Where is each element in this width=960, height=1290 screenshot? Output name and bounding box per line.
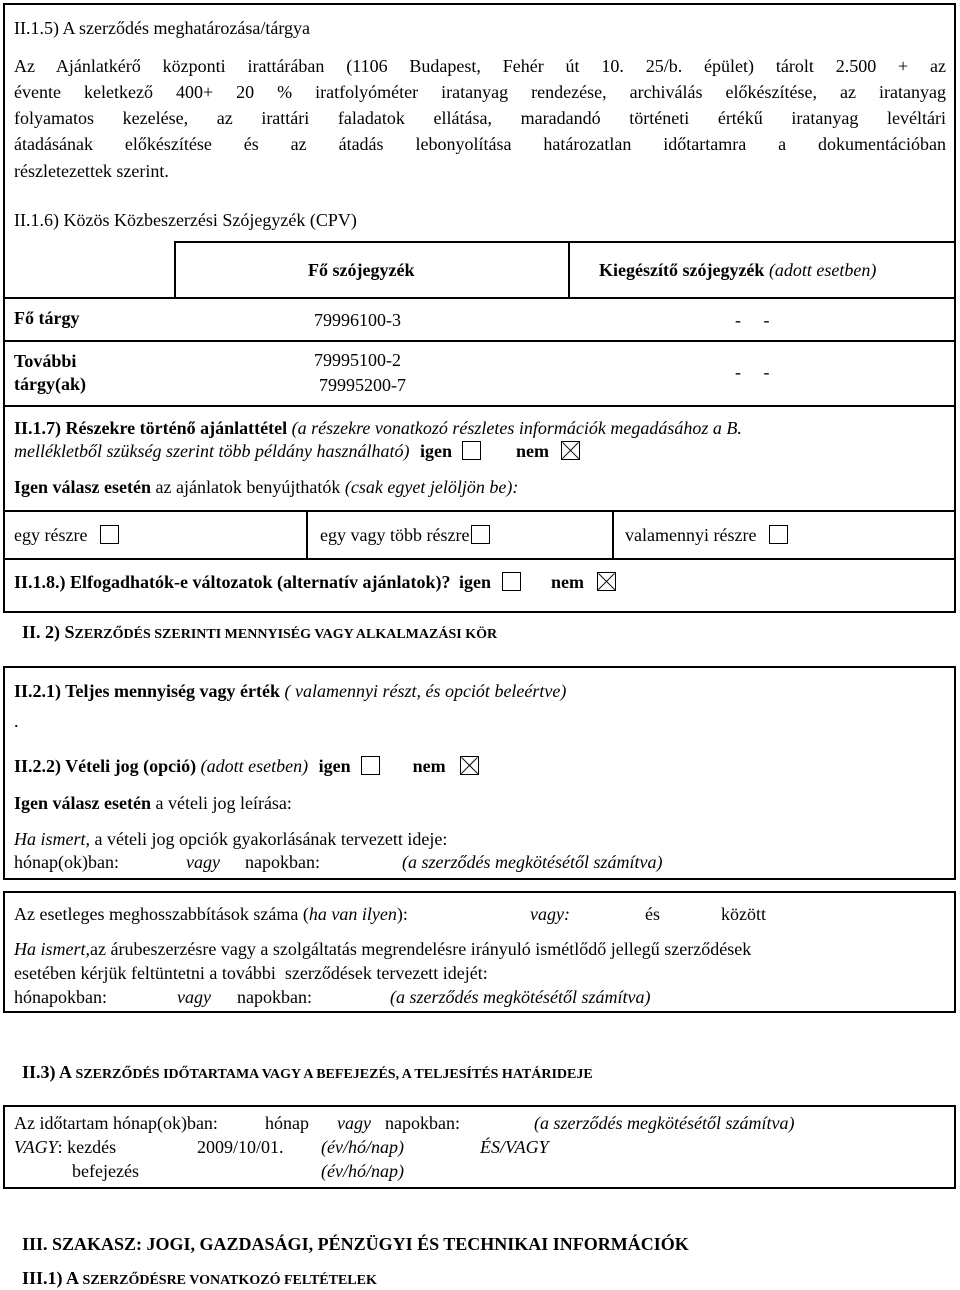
extensions-count-italic: ha van ilyen [308, 904, 397, 924]
variants-nem-checkbox[interactable] [597, 572, 616, 591]
parts-answer-normal: az ajánlatok benyújthatók [155, 477, 341, 497]
duration-from-signing: (a szerződés megkötésétől számítva) [534, 1113, 795, 1133]
parts-question-line [14, 440, 580, 464]
duration-month: hónap [265, 1113, 309, 1133]
option-one-or-more-checkbox[interactable] [471, 525, 490, 544]
heading-iii-1 [22, 1267, 377, 1290]
option-nem-label: nem [412, 756, 446, 776]
heading-iii-1-rest: SZERZŐDÉSRE VONATKOZÓ FELTÉTELEK [82, 1273, 377, 1288]
extensions-known-italic: Ha ismert, [14, 939, 90, 959]
extensions-kozott: között [721, 904, 766, 924]
option-all-parts [625, 524, 788, 548]
cpv-col-extra-bold: Kiegészítő szójegyzék [599, 260, 765, 280]
option-one-part [14, 524, 119, 548]
cpv-row-main-code: 79996100-3 [314, 310, 401, 330]
option-all-parts-checkbox[interactable] [769, 525, 788, 544]
parts-answer-line [14, 476, 518, 500]
option-right-line [14, 755, 479, 779]
parts-options-div-2 [612, 510, 614, 560]
heading-ii-2 [22, 621, 497, 645]
cpv-row-main-extra: - - [735, 310, 770, 330]
parts-igen-checkbox[interactable] [462, 441, 481, 460]
extensions-count-normal: Az esetleges meghosszabbítások száma ( [14, 904, 309, 924]
start-vagy-caps: VAGY [14, 1137, 58, 1157]
parts-options-bottom [3, 558, 956, 560]
option-months-label: hónap(ok)ban: [14, 852, 119, 872]
total-quantity-value: . [14, 711, 19, 731]
extensions-es: és [645, 904, 660, 924]
cpv-table-col2 [568, 241, 570, 299]
parts-options-top [3, 510, 956, 512]
extensions-line-2: esetében kérjük feltüntetni a további szerződések tervezett idejét: [14, 963, 488, 983]
heading-ii-3-rest: SZERZŐDÉS IDŐTARTAMA VAGY A BEFEJEZÉS, A TELJESÍTÉS HATÁRIDEJE [75, 1067, 593, 1082]
variants-igen-checkbox[interactable] [502, 572, 521, 591]
contract-subject-line-3: folyamatos kezelése, az irattári faladatok ellátása, maradandó történeti értékű iratanyag levéltári [14, 108, 946, 128]
end-label: befejezés [72, 1161, 139, 1181]
heading-ii-1-5: II.1.5) A szerződés meghatározása/tárgya [14, 18, 311, 38]
heading-ii-3-prefix: II.3) A [22, 1062, 76, 1082]
heading-iii-1-prefix: III.1) A [22, 1268, 83, 1288]
contract-subject-line-2: évente keletkező 400+ 20 % iratfolyóméter iratanyag rendezése, archiválás előkészítése, az iratanyag [14, 82, 946, 102]
extensions-count-end: ): [396, 904, 408, 924]
start-line [14, 1136, 116, 1160]
parts-options-div-1 [306, 510, 308, 560]
duration-days: napokban: [385, 1113, 460, 1133]
parts-nem-label: nem [515, 441, 549, 461]
cpv-row-more-label-2: tárgy(ak) [14, 374, 86, 394]
variants-nem-label: nem [551, 572, 584, 592]
heading-ii-2-rest: ZERZŐDÉS SZERINTI MENNYISÉG VAGY ALKALMAZÁSI KÖR [74, 627, 498, 642]
cpv-table-header-bottom [3, 297, 956, 299]
cpv-table-bottom [3, 405, 956, 407]
extensions-from-signing: (a szerződés megkötésétől számítva) [390, 987, 651, 1007]
variants-igen-label: igen [458, 572, 491, 592]
heading-ii-1-7-bold: II.1.7) Részekre történő ajánlattétel [14, 418, 288, 438]
heading-ii-2-prefix: II. 2) S [22, 622, 75, 642]
heading-ii-2-2-italic: (adott esetben) [200, 756, 309, 776]
cpv-row-more-label-1: További [14, 351, 77, 371]
option-answer-normal: a vételi jog leírása: [155, 793, 292, 813]
option-answer-bold: Igen válasz esetén [14, 793, 151, 813]
start-date-format: (év/hó/nap) [321, 1137, 404, 1157]
extensions-days-label: napokban: [237, 987, 312, 1007]
parts-answer-italic: (csak egyet jelöljön be): [344, 477, 519, 497]
option-all-parts-label: valamennyi részre [625, 525, 757, 545]
parts-note-italic: mellékletből szükség szerint több példány használható) [14, 441, 410, 461]
extensions-vagy-2: vagy [177, 987, 211, 1007]
contract-subject-line-5: részletezettek szerint. [14, 161, 169, 181]
extensions-vagy: vagy: [530, 904, 570, 924]
heading-ii-1-8: II.1.8.) Elfogadhatók-e változatok (alternatív ajánlatok)? [14, 572, 451, 592]
heading-iii: III. SZAKASZ: JOGI, GAZDASÁGI, PÉNZÜGYI ÉS TECHNIKAI INFORMÁCIÓK [22, 1234, 689, 1254]
start-label: : kezdés [57, 1137, 117, 1157]
variants-line [14, 571, 616, 595]
start-date: 2009/10/01. [197, 1137, 284, 1157]
option-one-part-checkbox[interactable] [100, 525, 119, 544]
heading-ii-1-7-italic: (a részekre vonatkozó részletes információk megadásához a B. [291, 418, 742, 438]
contract-subject-line-4: átadásának előkészítése és az átadás lebonyolítása határozatlan időtartamra a dokumentációban [14, 134, 946, 154]
cpv-row-main-label: Fő tárgy [14, 308, 80, 328]
option-known-italic: Ha ismert, [14, 829, 90, 849]
duration-vagy: vagy [337, 1113, 371, 1133]
option-one-part-label: egy részre [14, 525, 88, 545]
heading-ii-2-1-italic: ( valamennyi részt, és opciót beleértve) [284, 681, 567, 701]
extensions-months-label: hónapokban: [14, 987, 107, 1007]
cpv-row-more-extra: - - [735, 362, 770, 382]
contract-subject-line-1: Az Ajánlatkérő központi irattárában (1106 Budapest, Fehér út 10. 25/b. épület) tárolt 2.500 + az [14, 56, 946, 76]
cpv-col-extra-italic: (adott esetben) [768, 260, 877, 280]
option-one-or-more-label: egy vagy több részre [320, 525, 470, 545]
cpv-table-col1 [174, 241, 176, 299]
cpv-col-main: Fő szójegyzék [308, 260, 415, 280]
option-igen-label: igen [318, 756, 351, 776]
cpv-row-more-code-1: 79995100-2 [314, 350, 401, 370]
cpv-row-more-code-2: 79995200-7 [319, 375, 406, 395]
start-es-vagy: ÉS/VAGY [480, 1137, 549, 1157]
extensions-count-line [14, 903, 408, 927]
option-vagy: vagy [186, 852, 220, 872]
duration-label: Az időtartam hónap(ok)ban: [14, 1113, 218, 1133]
parts-answer-bold: Igen válasz esetén [14, 477, 151, 497]
total-quantity-line [14, 680, 566, 704]
option-known-line [14, 828, 447, 852]
parts-igen-label: igen [419, 441, 452, 461]
option-one-or-more [320, 524, 490, 548]
option-nem-checkbox[interactable] [460, 756, 479, 775]
heading-ii-1-7 [14, 417, 742, 441]
heading-ii-1-6: II.1.6) Közös Közbeszerzési Szójegyzék (CPV) [14, 210, 357, 230]
cpv-table-row1-bottom [3, 340, 956, 342]
cpv-table-top [174, 241, 956, 243]
end-date-format: (év/hó/nap) [321, 1161, 404, 1181]
option-known-normal: a vételi jog opciók gyakorlásának tervezett ideje: [94, 829, 448, 849]
heading-ii-2-2-bold: II.2.2) Vételi jog (opció) [14, 756, 197, 776]
heading-ii-3 [22, 1061, 593, 1085]
extensions-known-normal: az árubeszerzésre vagy a szolgáltatás megrendelésre irányuló ismétlődő jellegű szerződések [90, 939, 752, 959]
option-from-signing: (a szerződés megkötésétől számítva) [402, 852, 663, 872]
cpv-col-extra [599, 259, 876, 283]
parts-nem-checkbox[interactable] [561, 441, 580, 460]
option-days-label: napokban: [245, 852, 320, 872]
option-answer-line [14, 792, 292, 816]
option-igen-checkbox[interactable] [361, 756, 380, 775]
extensions-known-line [14, 938, 751, 962]
heading-ii-2-1-bold: II.2.1) Teljes mennyiség vagy érték [14, 681, 280, 701]
